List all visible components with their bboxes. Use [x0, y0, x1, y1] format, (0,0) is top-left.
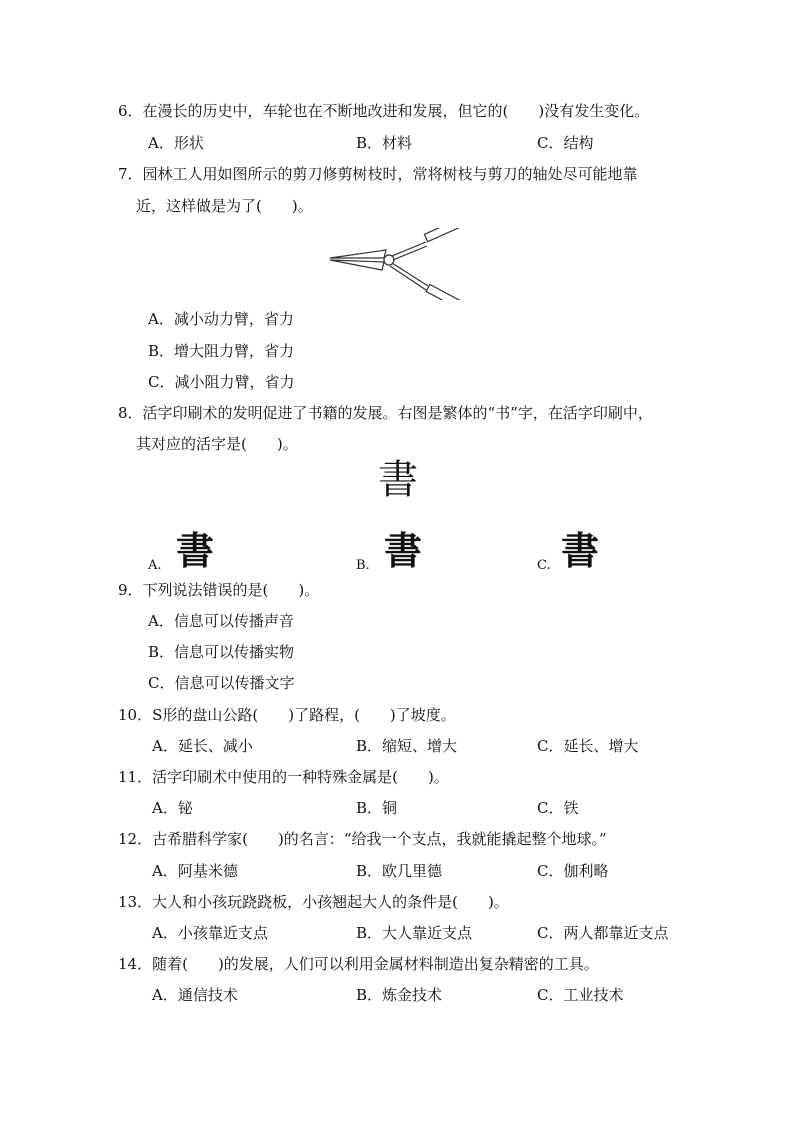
- question-8-option-b-char: 書: [384, 529, 423, 573]
- question-6-option-b: B．材料: [356, 134, 413, 152]
- question-6-stem: 6．在漫长的历史中，车轮也在不断地改进和发展，但它的( )没有发生变化。: [118, 102, 650, 120]
- question-6-option-a: A．形状: [148, 134, 204, 152]
- pruning-shears-icon: [326, 228, 466, 300]
- question-9-option-b: B．信息可以传播实物: [148, 643, 295, 661]
- question-13-stem: 13．大人和小孩玩跷跷板，小孩翘起大人的条件是( )。: [118, 893, 509, 911]
- question-9-option-c: C．信息可以传播文字: [148, 674, 295, 692]
- question-10-option-c: C．延长、增大: [537, 737, 639, 755]
- question-10-stem: 10．S形的盘山公路( )了路程，( )了坡度。: [118, 706, 456, 724]
- question-13-option-c: C．两人都靠近支点: [537, 924, 669, 942]
- question-7-option-a: A．减小动力臂，省力: [148, 310, 294, 328]
- question-7-stem-line-1: 7．园林工人用如图所示的剪刀修剪树枝时，常将树枝与剪刀的轴处尽可能地靠: [118, 165, 638, 183]
- question-12-stem: 12．古希腊科学家( )的名言：“给我一个支点，我就能撬起整个地球。”: [118, 830, 607, 848]
- question-8-option-c-char: 書: [561, 529, 600, 573]
- question-8-stem-line-2: 其对应的活字是( )。: [136, 435, 298, 453]
- question-11-option-c: C．铁: [537, 799, 579, 817]
- question-7-stem-line-2: 近，这样做是为了( )。: [136, 197, 313, 215]
- question-7-option-b: B．增大阻力臂，省力: [148, 342, 295, 360]
- question-9-option-a: A．信息可以传播声音: [148, 612, 294, 630]
- question-8-option-c-letter: C.: [537, 558, 551, 573]
- question-8-stem-line-1: 8．活字印刷术的发明促进了书籍的发展。右图是繁体的“书”字，在活字印刷中，: [118, 404, 653, 422]
- question-11-option-b: B．铜: [356, 799, 398, 817]
- question-14-option-a: A．通信技术: [152, 986, 238, 1004]
- question-12-option-c: C．伽利略: [537, 862, 609, 880]
- question-12-option-b: B．欧几里德: [356, 862, 443, 880]
- question-13-option-b: B．大人靠近支点: [356, 924, 473, 942]
- question-14-option-c: C．工业技术: [537, 986, 624, 1004]
- question-14-stem: 14．随着( )的发展，人们可以利用金属材料制造出复杂精密的工具。: [118, 955, 599, 973]
- question-12-option-a: A．阿基米德: [152, 862, 238, 880]
- reference-character: 書: [378, 457, 418, 503]
- question-14-option-b: B．炼金技术: [356, 986, 443, 1004]
- question-9-stem: 9．下列说法错误的是( )。: [118, 581, 320, 599]
- question-11-stem: 11．活字印刷术中使用的一种特殊金属是( )。: [118, 768, 449, 786]
- question-13-option-a: A．小孩靠近支点: [152, 924, 268, 942]
- question-10-option-a: A．延长、减小: [152, 737, 253, 755]
- question-10-option-b: B．缩短、增大: [356, 737, 458, 755]
- question-8-option-a-char: 書: [176, 529, 215, 573]
- question-11-option-a: A．铋: [152, 799, 193, 817]
- question-7-option-c: C．减小阻力臂，省力: [148, 373, 295, 391]
- question-8-option-b-letter: B.: [356, 558, 370, 573]
- question-8-option-a-letter: A.: [148, 558, 162, 573]
- question-6-option-c: C．结构: [537, 134, 594, 152]
